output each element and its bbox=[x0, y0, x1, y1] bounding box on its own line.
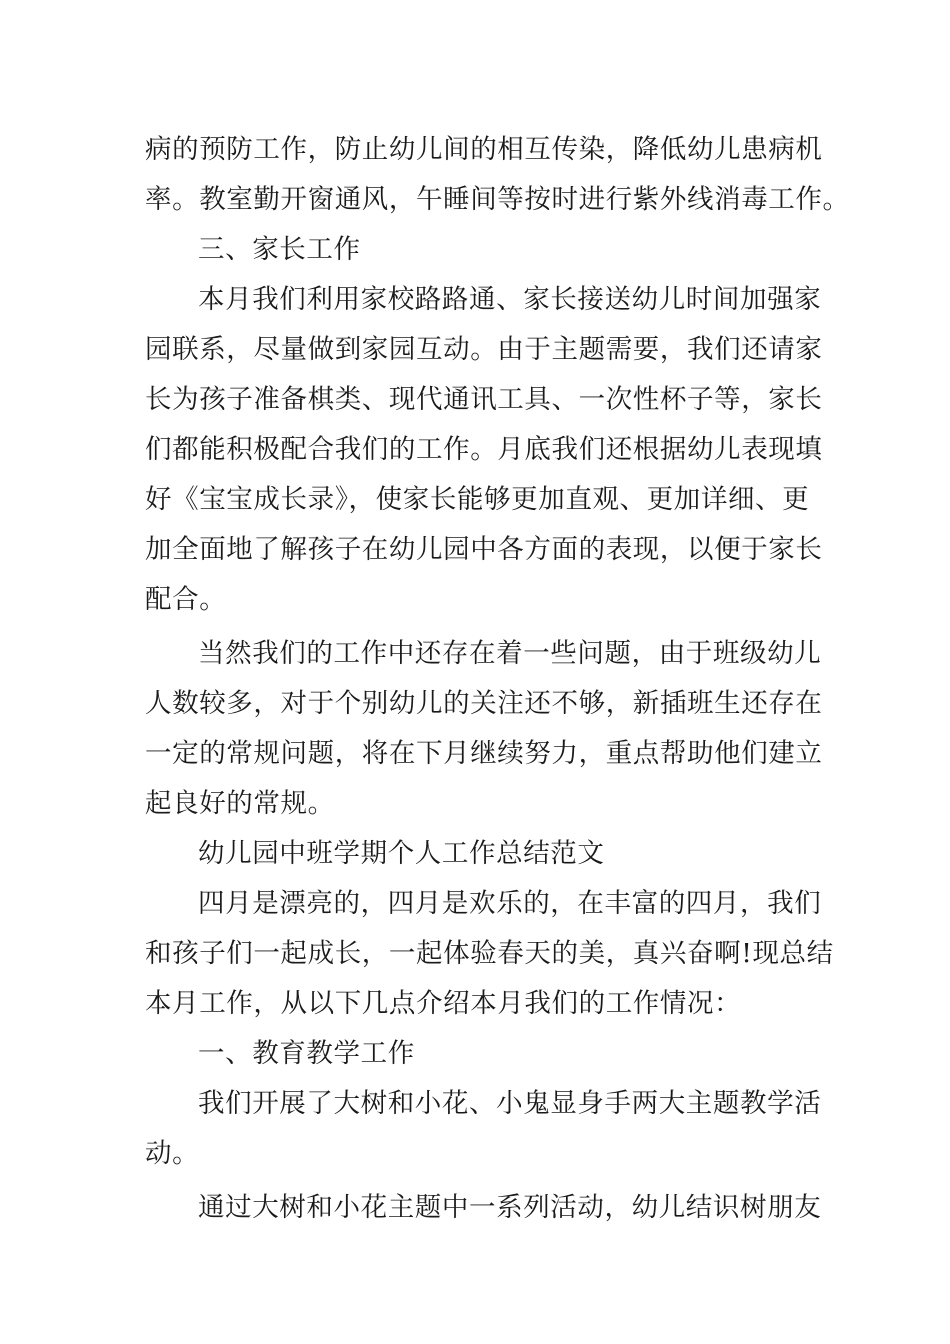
text-line: 四月是漂亮的，四月是欢乐的，在丰富的四月，我们 bbox=[198, 888, 822, 919]
text-line: 起良好的常规。 bbox=[145, 788, 335, 819]
text-line: 本月我们利用家校路路通、家长接送幼儿时间加强家 bbox=[198, 284, 822, 315]
text-line: 通过大树和小花主题中一系列活动，幼儿结识树朋友 bbox=[198, 1192, 822, 1223]
text-line: 人数较多，对于个别幼儿的关注还不够，新插班生还存在 bbox=[145, 688, 823, 719]
text-line: 动。 bbox=[145, 1138, 200, 1169]
document-title: 幼儿园中班学期个人工作总结范文 bbox=[198, 838, 605, 869]
document-body bbox=[145, 125, 850, 1233]
text-line: 长为孩子准备棋类、现代通讯工具、一次性杯子等，家长 bbox=[145, 384, 823, 415]
section-heading: 一、教育教学工作 bbox=[198, 1038, 415, 1069]
text-line: 我们开展了大树和小花、小鬼显身手两大主题教学活 bbox=[198, 1088, 822, 1119]
text-line: 加全面地了解孩子在幼儿园中各方面的表现，以便于家长 bbox=[145, 534, 823, 565]
text-line: 本月工作，从以下几点介绍本月我们的工作情况： bbox=[145, 988, 742, 1019]
text-line: 们都能积极配合我们的工作。月底我们还根据幼儿表现填 bbox=[145, 434, 823, 465]
text-line: 率。教室勤开窗通风，午睡间等按时进行紫外线消毒工作。 bbox=[145, 184, 850, 215]
text-line: 配合。 bbox=[145, 584, 227, 615]
text-line: 好《宝宝成长录》，使家长能够更加直观、更加详细、更 bbox=[145, 484, 810, 515]
section-heading: 三、家长工作 bbox=[198, 234, 361, 265]
text-line: 园联系，尽量做到家园互动。由于主题需要，我们还请家 bbox=[145, 334, 823, 365]
text-line: 一定的常规问题，将在下月继续努力，重点帮助他们建立 bbox=[145, 738, 823, 769]
text-line: 和孩子们一起成长，一起体验春天的美，真兴奋啊!现总结 bbox=[145, 938, 834, 969]
text-line: 当然我们的工作中还存在着一些问题，由于班级幼儿 bbox=[198, 638, 822, 669]
text-line: 病的预防工作，防止幼儿间的相互传染，降低幼儿患病机 bbox=[145, 134, 823, 165]
